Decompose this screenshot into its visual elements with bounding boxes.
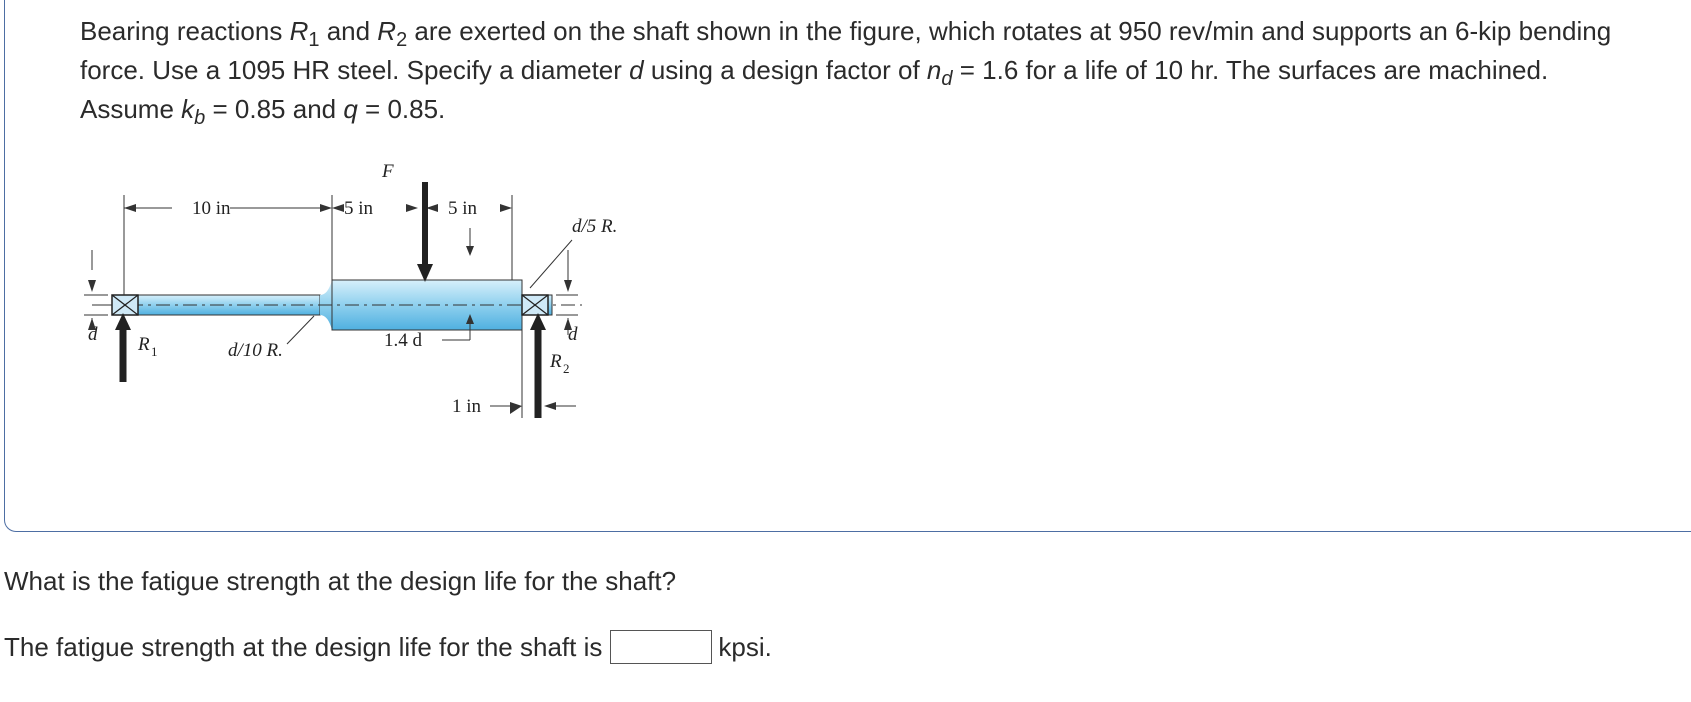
dia-left-label: d [88,324,98,345]
r1-label: R [138,334,150,355]
answer-row [4,630,772,664]
r2-sub: 2 [563,361,570,376]
dim-10in-label: 10 in [192,198,231,219]
dia-mid-label: 1.4 d [384,330,422,351]
r1-sub: 1 [151,344,158,359]
question-text: What is the fatigue strength at the design life for the shaft? [4,566,677,596]
dim-1in-label: 1 in [452,396,482,417]
answer-unit: kpsi. [718,631,772,662]
force-label: F [382,161,394,182]
force-arrow [417,264,433,282]
problem-statement: Bearing reactions $R_1$ and $R_2$ are exerted on the shaft shown in the figure, which rotates at 950 rev/min and supports an 6-kip bending force. Use a 1095 HR steel. Specify a diameter d using a design factor of $n_d = 1.6$ for a life of 10 hr. The surfaces are machined. Assume $k_b = 0.85$ and q = 0.85. [80,16,1612,129]
answer-prefix: The fatigue strength at the design life for the shaft is [4,631,603,662]
dia-right-label: d [568,324,578,345]
fillet-right-label: d/5 R. [572,216,618,237]
r2-label: R [550,351,562,372]
shaft-figure [82,160,682,435]
left-bearing [112,295,138,315]
dim-5in-left-label: 5 in [344,198,374,219]
fillet-left-label: d/10 R. [228,340,283,361]
dim-5in-right-label: 5 in [448,198,478,219]
answer-input[interactable] [610,630,712,664]
right-bearing [522,295,548,315]
shaft-diagram [82,160,682,430]
